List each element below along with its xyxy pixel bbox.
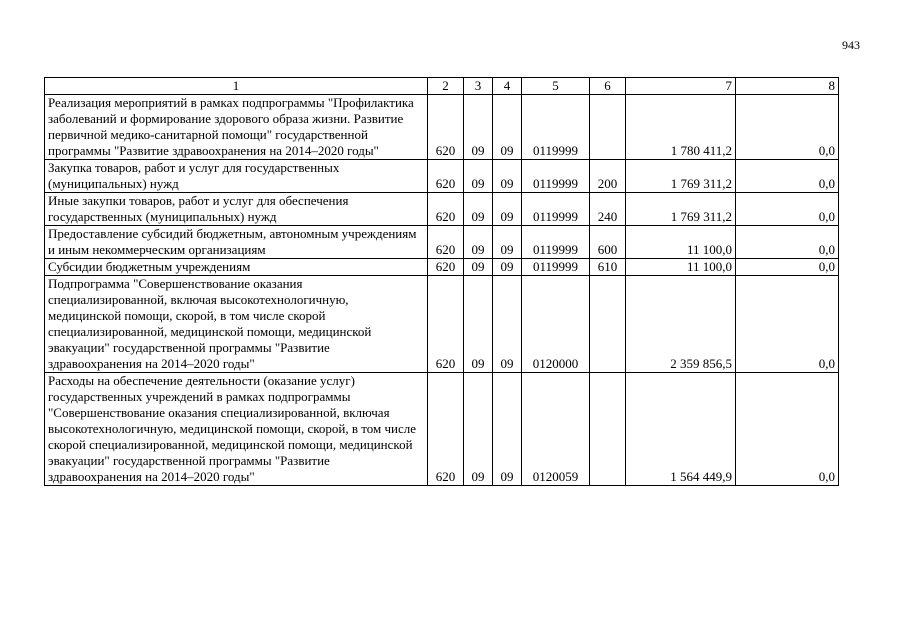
row-col-6	[590, 373, 626, 486]
column-header-3: 3	[464, 78, 493, 95]
row-col-4: 09	[493, 160, 522, 193]
row-col-8: 0,0	[736, 259, 839, 276]
row-col-7: 2 359 856,5	[626, 276, 736, 373]
row-col-8: 0,0	[736, 276, 839, 373]
row-description: Субсидии бюджетным учреждениям	[45, 259, 428, 276]
row-col-2: 620	[428, 259, 464, 276]
column-header-4: 4	[493, 78, 522, 95]
row-col-7: 1 564 449,9	[626, 373, 736, 486]
row-col-2: 620	[428, 160, 464, 193]
budget-table	[44, 77, 839, 486]
row-col-4: 09	[493, 259, 522, 276]
row-col-6: 200	[590, 160, 626, 193]
row-col-2: 620	[428, 95, 464, 160]
row-description: Реализация мероприятий в рамках подпрограммы "Профилактика заболеваний и формирование здорового образа жизни. Развитие первичной медико-санитарной помощи" государственной программы "Развитие здравоохранения на 2014–2020 годы"	[45, 95, 428, 160]
table-row	[45, 95, 839, 160]
row-col-8: 0,0	[736, 160, 839, 193]
row-col-3: 09	[464, 259, 493, 276]
row-description: Предоставление субсидий бюджетным, автономным учреждениям и иным некоммерческим организациям	[45, 226, 428, 259]
table-row	[45, 373, 839, 486]
row-col-2: 620	[428, 276, 464, 373]
page-number: 943	[842, 38, 860, 52]
row-col-7: 1 769 311,2	[626, 193, 736, 226]
row-col-8: 0,0	[736, 193, 839, 226]
row-col-6: 600	[590, 226, 626, 259]
row-col-7: 1 769 311,2	[626, 160, 736, 193]
row-col-2: 620	[428, 226, 464, 259]
row-col-6	[590, 95, 626, 160]
row-col-5: 0119999	[522, 259, 590, 276]
row-col-2: 620	[428, 373, 464, 486]
row-col-7: 11 100,0	[626, 226, 736, 259]
row-col-3: 09	[464, 95, 493, 160]
row-col-5: 0120059	[522, 373, 590, 486]
row-col-5: 0119999	[522, 226, 590, 259]
row-description: Подпрограмма "Совершенствование оказания специализированной, включая высокотехнологичную, медицинской помощи, скорой, в том числе скорой специализированной, медицинской помощи, медицинской эвакуации" государственной программы "Развитие здравоохранения на 2014–2020 годы"	[45, 276, 428, 373]
row-col-2: 620	[428, 193, 464, 226]
row-col-8: 0,0	[736, 226, 839, 259]
column-header-7: 7	[626, 78, 736, 95]
row-col-3: 09	[464, 193, 493, 226]
row-col-3: 09	[464, 226, 493, 259]
table-row	[45, 226, 839, 259]
row-col-6	[590, 276, 626, 373]
row-col-3: 09	[464, 276, 493, 373]
table-row	[45, 160, 839, 193]
row-col-5: 0119999	[522, 95, 590, 160]
row-col-4: 09	[493, 95, 522, 160]
row-col-6: 240	[590, 193, 626, 226]
column-header-6: 6	[590, 78, 626, 95]
column-header-8: 8	[736, 78, 839, 95]
row-col-4: 09	[493, 226, 522, 259]
table-row	[45, 276, 839, 373]
table-header-row	[45, 78, 839, 95]
column-header-2: 2	[428, 78, 464, 95]
row-col-4: 09	[493, 373, 522, 486]
row-col-8: 0,0	[736, 373, 839, 486]
row-col-6: 610	[590, 259, 626, 276]
row-col-7: 11 100,0	[626, 259, 736, 276]
row-col-3: 09	[464, 373, 493, 486]
row-description: Иные закупки товаров, работ и услуг для обеспечения государственных (муниципальных) нужд	[45, 193, 428, 226]
row-col-7: 1 780 411,2	[626, 95, 736, 160]
column-header-1: 1	[45, 78, 428, 95]
row-col-5: 0119999	[522, 160, 590, 193]
row-col-4: 09	[493, 276, 522, 373]
table-row	[45, 193, 839, 226]
row-col-8: 0,0	[736, 95, 839, 160]
row-col-3: 09	[464, 160, 493, 193]
column-header-5: 5	[522, 78, 590, 95]
row-col-5: 0120000	[522, 276, 590, 373]
row-col-5: 0119999	[522, 193, 590, 226]
table-row	[45, 259, 839, 276]
row-col-4: 09	[493, 193, 522, 226]
row-description: Расходы на обеспечение деятельности (оказание услуг) государственных учреждений в рамках подпрограммы "Совершенствование оказания специализированной, включая высокотехнологичную, медицинской помощи, скорой, в том числе скорой специализированной, медицинской помощи, медицинской эвакуации" государственной программы "Развитие здравоохранения на 2014–2020 годы"	[45, 373, 428, 486]
row-description: Закупка товаров, работ и услуг для государственных (муниципальных) нужд	[45, 160, 428, 193]
